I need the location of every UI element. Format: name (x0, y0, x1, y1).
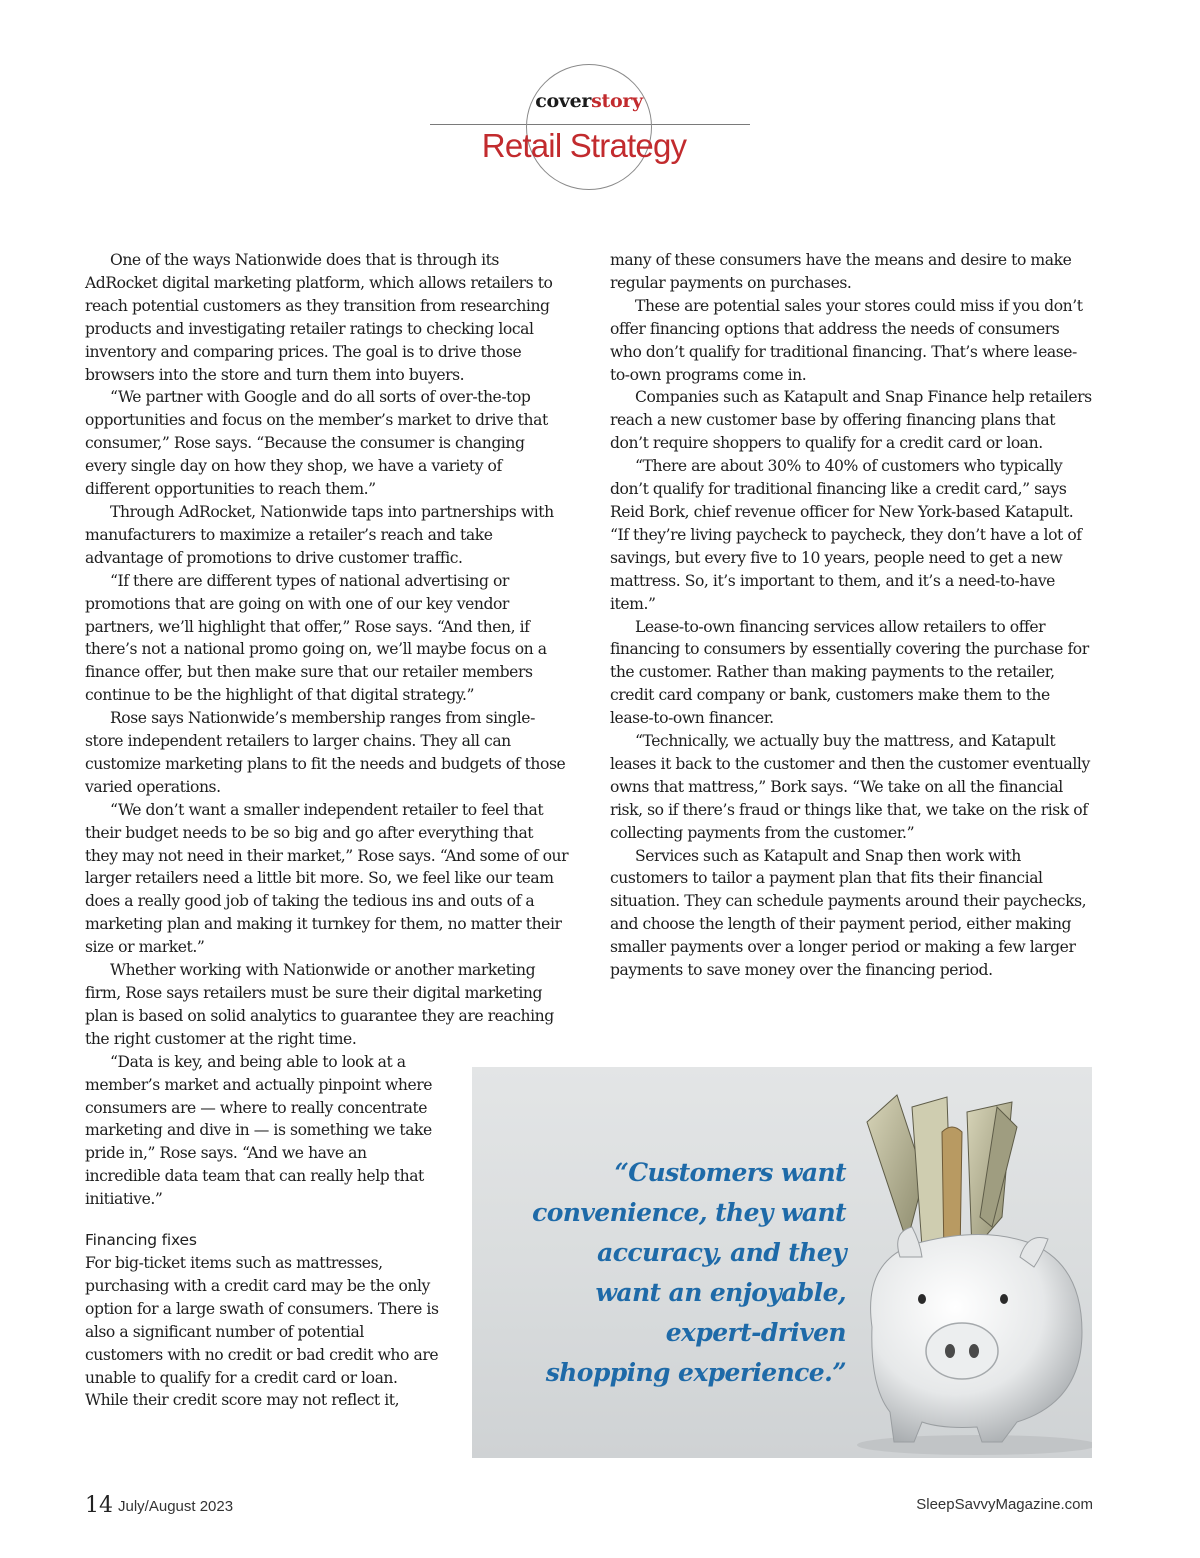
magazine-website: SleepSavvyMagazine.com (916, 1496, 1093, 1513)
paragraph: Companies such as Katapult and Snap Finance help retailers reach a new customer base by offering financing plans that don’t require shoppers to qualify for a credit card or loan. (610, 388, 1092, 453)
pull-quote-line: shopping experience.” (545, 1358, 846, 1387)
pull-quote-line: accuracy, and they (597, 1238, 846, 1267)
kicker-cover: cover (535, 90, 592, 112)
paragraph: “If there are different types of national advertising or promotions that are going on with one of our key vendor partners, we’ll highlight that offer,” Rose says. “And then, if there’s not a national promo going on, we’ll maybe focus on a finance offer, but then make sure that our retailer members continue to be the highlight of that digital strategy.” (85, 571, 547, 705)
issue-date: July/August 2023 (118, 1498, 234, 1515)
paragraph: Lease-to-own financing services allow retailers to offer financing to consumers by essentially covering the purchase for the customer. Rather than making payments to the retailer, credit card company or bank, customers make them to the lease-to-own financer. (610, 617, 1089, 728)
pull-quote-line: want an enjoyable, (595, 1278, 846, 1307)
piggy-bank-icon (852, 1067, 1092, 1458)
narrow-text-block (85, 1051, 445, 1413)
paragraph: Whether working with Nationwide or another marketing firm, Rose says retailers must be sure their digital marketing plan is based on solid analytics to guarantee they are reaching the right customer at the right time. (85, 961, 554, 1048)
pull-quote-line: expert-driven (665, 1318, 846, 1347)
paragraph: “We don’t want a smaller independent retailer to feel that their budget needs to be so big and go after everything that they may not need in their market,” Rose says. “And some of our larger retailers need a little bit more. So, we feel like our team does a really good job of taking the tedious ins and outs of a marketing plan and making it turnkey for them, no matter their size or market.” (85, 800, 569, 957)
paragraph: These are potential sales your stores could miss if you don’t offer financing options that address the needs of consumers who don’t qualify for traditional financing. That’s where lease-to-own programs come in. (610, 296, 1083, 384)
paragraph: Through AdRocket, Nationwide taps into partnerships with manufacturers to maximize a retailer’s reach and take advantage of promotions to drive customer traffic. (85, 502, 554, 567)
piggy-bank-photo (472, 1067, 1092, 1458)
subhead-financing-fixes: Financing fixes (85, 1231, 197, 1250)
article-column-right (610, 249, 1094, 982)
pull-quote-line: “Customers want (614, 1158, 846, 1187)
paragraph: Rose says Nationwide’s membership ranges from single-store independent retailers to larger chains. They all can customize marketing plans to fit the needs and budgets of those varied operations. (85, 709, 566, 796)
cover-story-kicker (0, 90, 1178, 112)
section-title: Retail Strategy (481, 127, 687, 164)
paragraph: Services such as Katapult and Snap then work with customers to tailor a payment plan that fits their financial situation. They can schedule payments around their paychecks, and choose the length of their payment period, either making smaller payments over a longer period or making a few larger payments to save money over the financing period. (610, 846, 1087, 980)
paragraph: One of the ways Nationwide does that is through its AdRocket digital marketing platform, which allows retailers to reach potential customers as they transition from researching products and investigating retailer ratings to checking local inventory and comparing prices. The goal is to drive those browsers into the store and turn them into buyers. (85, 251, 553, 384)
paragraph: “Data is key, and being able to look at a member’s market and actually pinpoint where consumers are — where to really concentrate marketing and dive in — is something we take pride in,” Rose says. “And we have an incredible data team that can really help that initiative.” (85, 1052, 433, 1209)
pull-quote (516, 1153, 846, 1393)
paragraph: “We partner with Google and do all sorts of over-the-top opportunities and focus on the member’s market to drive that consumer,” Rose says. “Because the consumer is changing every single day on how they shop, we have a variety of different opportunities to reach them.” (85, 388, 548, 499)
paragraph: For big-ticket items such as mattresses, purchasing with a credit card may be the only option for a large swath of consumers. There is also a significant number of potential customers with no credit or bad credit who are unable to qualify for a credit card or loan. While their credit score may not reflect it, (85, 1253, 439, 1410)
pull-quote-line: convenience, they want (532, 1198, 846, 1227)
page-number: 14 (85, 1493, 113, 1518)
paragraph: “There are about 30% to 40% of customers who typically don’t qualify for traditional financing like a credit card,” says Reid Bork, chief revenue officer for New York-based Katapult. “If they’re living paycheck to paycheck, they don’t have a lot of savings, but every five to 10 years, people need to get a new mattress. So, it’s important to them, and it’s a need-to-have item.” (610, 457, 1082, 613)
paragraph: many of these consumers have the means and desire to make regular payments on purchases. (610, 251, 1072, 292)
section-header (0, 0, 1200, 230)
kicker-story: story (591, 90, 643, 112)
paragraph: “Technically, we actually buy the mattress, and Katapult leases it back to the customer and then the customer eventually owns that mattress,” Bork says. “We take on all the financial risk, so if there’s fraud or things like that, we take on the risk of collecting payments from the customer.” (610, 732, 1090, 842)
